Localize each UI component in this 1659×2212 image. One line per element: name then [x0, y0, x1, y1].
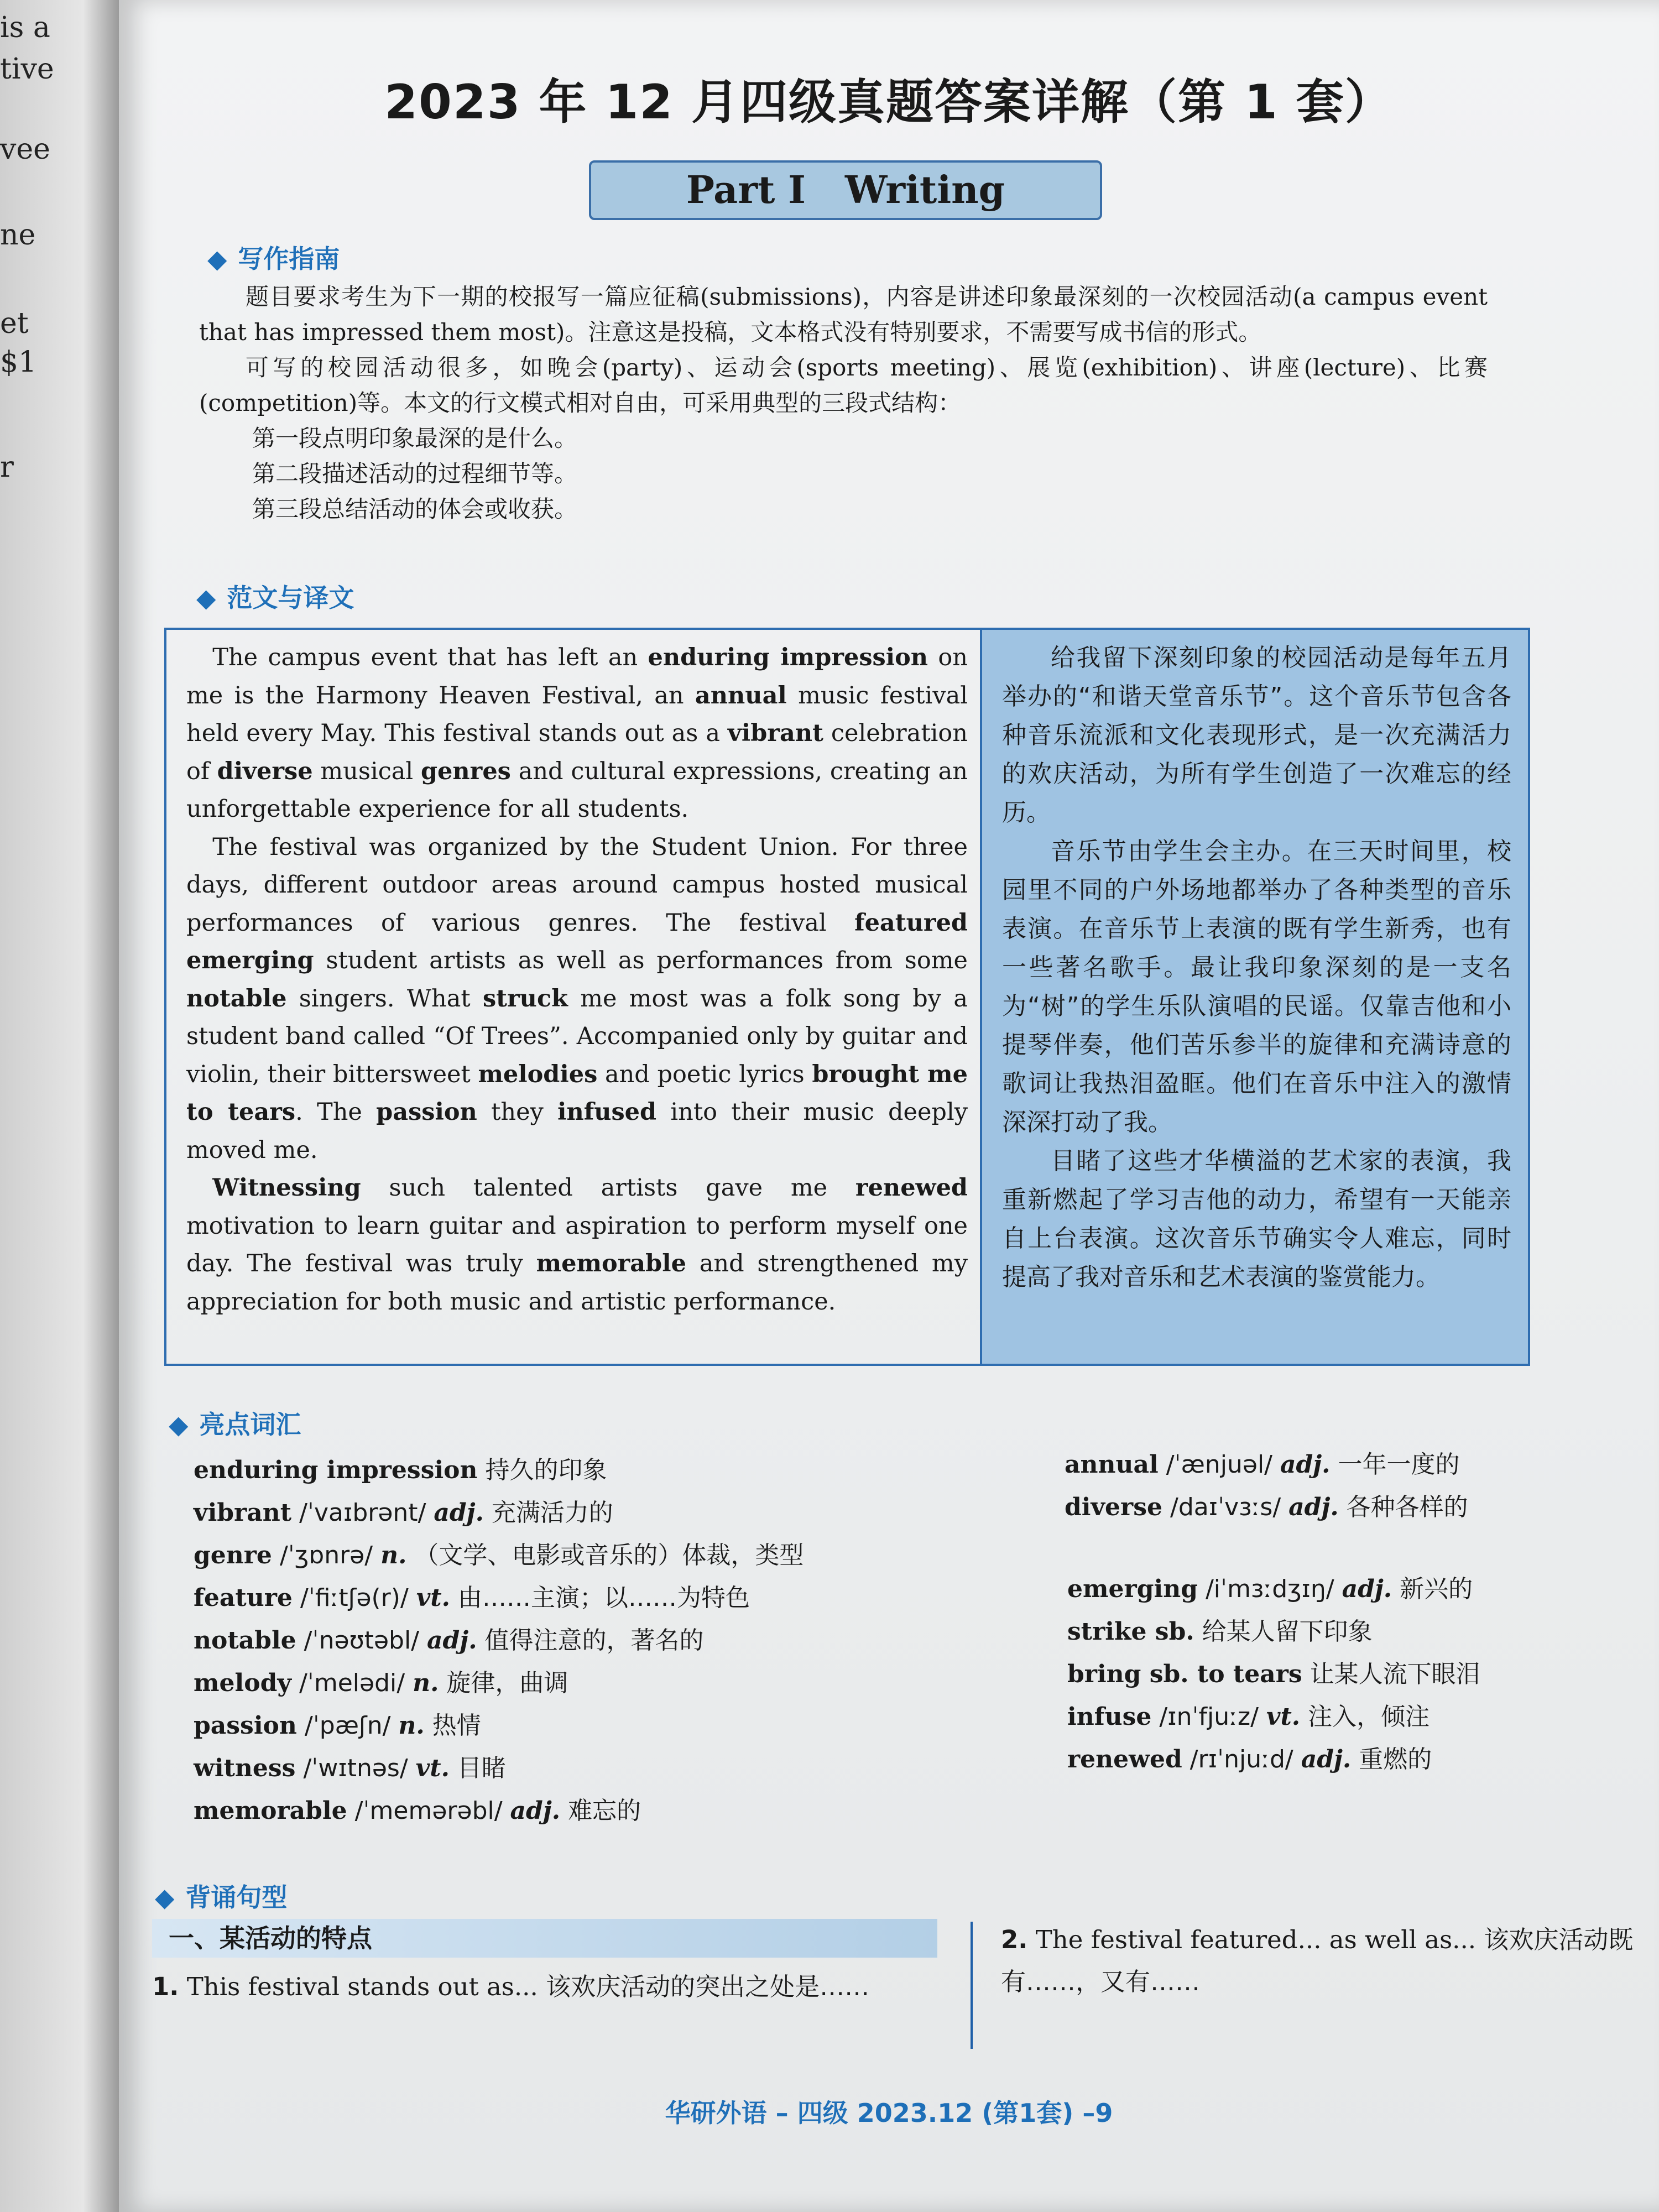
column-divider — [971, 1922, 973, 2049]
essay-text: celebration of — [186, 719, 968, 785]
essay-text: The campus event that has left an — [212, 644, 648, 671]
vocab-meaning: 热情 — [432, 1712, 481, 1740]
essay-text: they — [477, 1098, 558, 1126]
vocab-pos: adj. — [1342, 1575, 1392, 1603]
left-page-fragment: r — [0, 451, 14, 484]
sentence-chinese: 该欢庆活动的突出之处是…… — [546, 1972, 870, 2001]
essay-text: and strengthened my appreciation for both music and artistic performance. — [186, 1250, 968, 1316]
vocab-word: passion — [194, 1712, 297, 1740]
left-page-fragment: et — [0, 307, 29, 340]
vocab-meaning: 让某人流下眼泪 — [1310, 1660, 1480, 1688]
vocab-meaning: 各种各样的 — [1346, 1493, 1468, 1521]
vocab-meaning: 由……主演；以……为特色 — [457, 1584, 750, 1612]
vocab-phonetic: /rɪˈnjuːd/ — [1190, 1745, 1293, 1773]
vocab-word: enduring impression — [194, 1456, 478, 1484]
vocab-item — [1067, 1738, 1648, 1781]
guide-step: 第一段点明印象最深的是什么。 — [252, 425, 578, 452]
guide-paragraph: 可写的校园活动很多，如晚会(party)、运动会(sports meeting)、展览(exhibition)、讲座(lecture)、比赛(competition)等。本文的行文模式相对自由，可采用典型的三段式结构： — [199, 354, 1488, 416]
vocab-word: strike sb. — [1067, 1618, 1194, 1646]
vocab-phonetic: /ˈʒɒnrə/ — [279, 1541, 373, 1569]
vocab-list-right-top — [1065, 1443, 1645, 1528]
vocab-meaning: 难忘的 — [568, 1797, 641, 1825]
vocab-meaning: 注入，倾注 — [1308, 1703, 1430, 1731]
left-page-fragment: is a — [0, 11, 50, 44]
vocab-meaning: 值得注意的，著名的 — [484, 1626, 704, 1655]
key-phrase: brought me to tears — [186, 1060, 968, 1126]
key-phrase: passion — [376, 1098, 477, 1126]
vocab-item — [194, 1790, 968, 1832]
adjacent-page-edge — [0, 0, 119, 2212]
essay-paragraph — [186, 828, 968, 1170]
vocab-word: memorable — [194, 1797, 347, 1825]
section-heading-guide — [207, 239, 340, 275]
vocab-word: witness — [194, 1754, 296, 1782]
essay-paragraph — [186, 1169, 968, 1321]
key-phrase: memorable — [536, 1250, 686, 1277]
vocab-item — [194, 1534, 968, 1577]
key-phrase: infused — [557, 1098, 657, 1126]
section-heading-essay — [196, 578, 354, 614]
vocab-phonetic: /ɪnˈfjuːz/ — [1159, 1703, 1259, 1731]
essay-text: musical — [312, 757, 421, 785]
left-page-fragment: tive — [0, 53, 54, 86]
page-footer: 华研外语 – 四级 2023.12 (第1套) –9 — [665, 2098, 1113, 2128]
vocab-word: renewed — [1067, 1745, 1182, 1773]
vocab-item — [1067, 1653, 1648, 1695]
vocab-meaning: （文学、电影或音乐的）体裁，类型 — [414, 1541, 804, 1569]
sentence-pattern-1 — [152, 1966, 937, 2008]
vocab-word: bring sb. to tears — [1067, 1660, 1302, 1688]
vocab-phonetic: /ˈænjuəl/ — [1166, 1451, 1272, 1479]
vocab-phonetic: /ˈfiːtʃə(r)/ — [300, 1584, 409, 1612]
sentence-number: 2. — [1001, 1925, 1028, 1954]
key-phrase: featured emerging — [186, 909, 968, 974]
vocab-meaning: 目睹 — [457, 1754, 506, 1782]
essay-paragraph — [186, 639, 968, 828]
section-heading-text: 范文与译文 — [227, 583, 354, 613]
key-phrase: vibrant — [727, 719, 823, 747]
vocab-word: vibrant — [194, 1499, 292, 1527]
essay-text: on me is the Harmony Heaven Festival, an — [186, 644, 968, 709]
vocab-item — [194, 1577, 968, 1619]
section-heading-text: 亮点词汇 — [199, 1410, 301, 1439]
part-label: Part I Writing — [686, 168, 1005, 212]
key-phrase: renewed — [855, 1174, 968, 1202]
guide-paragraph: 题目要求考生为下一期的校报写一篇应征稿(submissions)，内容是讲述印象最深刻的一次校园活动(a campus event that has impressed them most)。注意这是投稿，文本格式没有特别要求，不需要写成书信的形式。 — [199, 283, 1488, 346]
essay-text: such talented artists gave me — [361, 1174, 855, 1202]
vocab-item — [194, 1619, 968, 1662]
writing-guide — [199, 279, 1488, 527]
diamond-icon: ◆ — [207, 244, 227, 274]
vocab-meaning: 新兴的 — [1400, 1575, 1473, 1603]
vocab-item — [1065, 1486, 1645, 1528]
vocab-word: annual — [1065, 1451, 1159, 1479]
essay-text: The festival was organized by the Student Union. For three days, different outdoor areas around campus hosted musical performances of various genres. The festival — [186, 833, 968, 937]
vocab-pos: n. — [398, 1712, 425, 1740]
essay-english — [166, 630, 982, 1364]
guide-step: 第二段描述活动的过程细节等。 — [252, 460, 578, 487]
guide-step: 第三段总结活动的体会或收获。 — [252, 495, 578, 523]
essay-box — [164, 628, 1530, 1366]
vocab-phonetic: /ˈvaɪbrənt/ — [299, 1499, 426, 1527]
book-page — [119, 0, 1659, 2212]
vocab-pos: adj. — [1301, 1745, 1352, 1773]
vocab-word: notable — [194, 1626, 296, 1655]
sentence-english: This festival stands out as... — [186, 1972, 538, 2001]
vocab-item — [1065, 1443, 1645, 1486]
section-heading-text: 背诵句型 — [185, 1882, 288, 1912]
vocab-pos: vt. — [1266, 1703, 1301, 1731]
section-heading-vocab — [169, 1405, 301, 1441]
translation-paragraph: 目睹了这些才华横溢的艺术家的表演，我重新燃起了学习吉他的动力，希望有一天能亲自上台表演。这次音乐节确实令人难忘，同时提高了我对音乐和艺术表演的鉴赏能力。 — [1002, 1147, 1511, 1291]
sentence-english: The festival featured... as well as... — [1035, 1925, 1477, 1954]
vocab-meaning: 旋律，曲调 — [446, 1669, 568, 1697]
vocab-word: feature — [194, 1584, 293, 1612]
key-phrase: genres — [420, 757, 511, 785]
key-phrase: melodies — [478, 1060, 598, 1088]
sentence-number: 1. — [152, 1972, 179, 2001]
translation-paragraph: 给我留下深刻印象的校园活动是每年五月举办的“和谐天堂音乐节”。这个音乐节包含各种音乐流派和文化表现形式，是一次充满活力的欢庆活动，为所有学生创造了一次难忘的经历。 — [1002, 644, 1511, 827]
section-heading-sentences — [155, 1877, 287, 1914]
vocab-item — [194, 1704, 968, 1747]
vocab-item — [1067, 1568, 1648, 1610]
essay-text: motivation to learn guitar and aspiration to perform myself one day. The festival was truly — [186, 1212, 968, 1277]
vocab-phonetic: /ˈnəʊtəbl/ — [304, 1626, 420, 1655]
key-phrase: annual — [695, 681, 787, 709]
diamond-icon: ◆ — [155, 1882, 175, 1912]
key-phrase: struck — [482, 984, 568, 1013]
vocab-pos: n. — [413, 1669, 439, 1697]
vocab-pos: vt. — [416, 1584, 450, 1612]
vocab-pos: adj. — [510, 1797, 561, 1825]
vocab-pos: adj. — [1288, 1493, 1339, 1521]
key-phrase: diverse — [217, 757, 313, 785]
vocab-list-left — [194, 1449, 968, 1832]
vocab-word: diverse — [1065, 1493, 1162, 1521]
vocab-item — [194, 1491, 968, 1534]
essay-translation — [982, 630, 1528, 1364]
vocab-phonetic: /iˈmɜːdʒɪŋ/ — [1205, 1575, 1334, 1603]
vocab-pos: adj. — [1280, 1451, 1331, 1479]
vocab-item — [194, 1662, 968, 1704]
essay-text: and cultural expressions, creating an unforgettable experience for all students. — [186, 757, 968, 823]
vocab-meaning: 充满活力的 — [491, 1499, 613, 1527]
key-phrase: Witnessing — [212, 1174, 361, 1202]
vocab-list-right-bottom — [1067, 1568, 1648, 1781]
key-phrase: enduring impression — [648, 644, 928, 671]
sentence-pattern-2 — [1001, 1919, 1637, 2003]
left-page-fragment: vee — [0, 133, 50, 166]
vocab-item — [194, 1449, 968, 1491]
vocab-meaning: 给某人留下印象 — [1202, 1618, 1373, 1646]
subheading-bar: 一、某活动的特点 — [152, 1919, 937, 1958]
vocab-pos: adj. — [434, 1499, 484, 1527]
vocab-item — [1067, 1610, 1648, 1653]
vocab-phonetic: /ˈmelədi/ — [299, 1669, 405, 1697]
vocab-phonetic: /ˈwɪtnəs/ — [303, 1754, 408, 1782]
left-page-fragment: $1 — [0, 346, 37, 379]
vocab-word: melody — [194, 1669, 291, 1697]
vocab-pos: vt. — [415, 1754, 450, 1782]
vocab-word: genre — [194, 1541, 272, 1569]
key-phrase: notable — [186, 984, 287, 1013]
left-page-fragment: ne — [0, 218, 36, 252]
essay-text: and poetic lyrics — [597, 1060, 812, 1088]
vocab-meaning: 重燃的 — [1359, 1745, 1432, 1773]
essay-text: me most was a folk song by a student band called “Of Trees”. Accompanied only by guitar and violin, their bittersweet — [186, 984, 968, 1088]
vocab-item — [1067, 1695, 1648, 1738]
translation-paragraph: 音乐节由学生会主办。在三天时间里，校园里不同的户外场地都举办了各种类型的音乐表演。在音乐节上表演的既有学生新秀，也有一些著名歌手。最让我印象深刻的是一支名为“树”的学生乐队演唱的民谣。仅靠吉他和小提琴伴奏，他们苦乐参半的旋律和充满诗意的歌词让我热泪盈眶。他们在音乐中注入的激情深深打动了我。 — [1002, 837, 1511, 1136]
vocab-meaning: 持久的印象 — [485, 1456, 607, 1484]
sentence-chinese: 该欢庆活动既有……，又有…… — [1001, 1925, 1634, 1996]
vocab-pos: adj. — [427, 1626, 477, 1655]
part-label-box — [589, 160, 1102, 220]
page-title: 2023 年 12 月四级真题答案详解（第 1 套） — [384, 75, 1394, 130]
essay-text: student artists as well as performances from some — [314, 947, 968, 974]
vocab-pos: n. — [380, 1541, 407, 1569]
vocab-phonetic: /daɪˈvɜːs/ — [1170, 1493, 1281, 1521]
vocab-phonetic: /ˈmemərəbl/ — [354, 1797, 503, 1825]
essay-text: . The — [295, 1098, 377, 1126]
essay-text: into their music deeply moved me. — [186, 1098, 968, 1164]
diamond-icon: ◆ — [169, 1410, 189, 1439]
essay-text: singers. What — [286, 984, 483, 1013]
diamond-icon: ◆ — [196, 583, 216, 613]
vocab-phonetic: /ˈpæʃn/ — [304, 1712, 391, 1740]
vocab-meaning: 一年一度的 — [1338, 1451, 1460, 1479]
essay-text: music festival held every May. This festival stands out as a — [186, 681, 968, 747]
section-heading-text: 写作指南 — [238, 244, 340, 274]
vocab-item — [194, 1747, 968, 1790]
vocab-word: emerging — [1067, 1575, 1198, 1603]
vocab-word: infuse — [1067, 1703, 1152, 1731]
